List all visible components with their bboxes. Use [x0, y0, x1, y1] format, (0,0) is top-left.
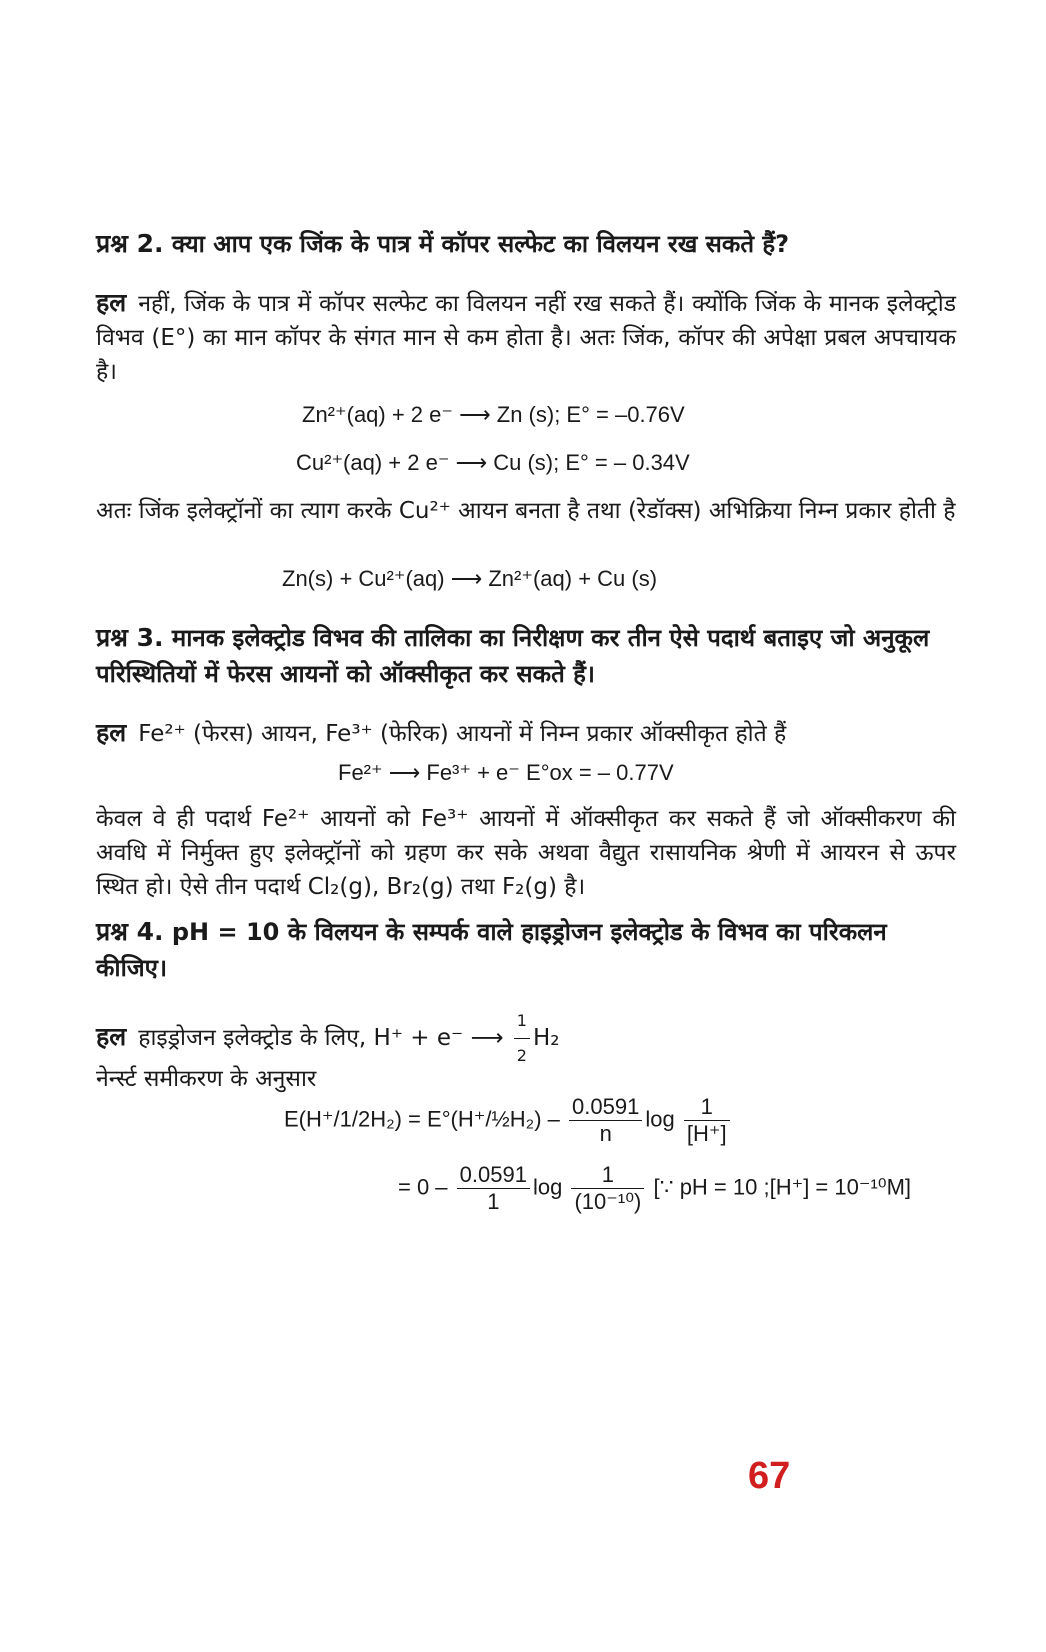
- solution-2-text-2: अतः जिंक इलेक्ट्रॉनों का त्याग करके Cu²⁺ आयन बनता है तथा (रेडॉक्स) अभिक्रिया निम्न प्रकार होती है: [96, 498, 956, 524]
- solution-2-label: हल: [96, 288, 127, 317]
- question-2-text: क्या आप एक जिंक के पात्र में कॉपर सल्फेट का विलयन रख सकते हैं?: [171, 230, 790, 258]
- nernst-intro: नेर्न्स्ट समीकरण के अनुसार: [96, 1066, 317, 1092]
- solution-3-label: हल: [96, 718, 127, 747]
- equation-copper: Cu²⁺(aq) + 2 e⁻ ⟶ Cu (s); E° = – 0.34V: [296, 450, 690, 475]
- nernst-fraction-2: $\frac{1}{[H^+]}$: [684, 1094, 730, 1147]
- question-3-text: मानक इलेक्ट्रोड विभव की तालिका का निरीक्षण कर तीन ऐसे पदार्थ बताइए जो अनुकूल परिस्थितियों में फेरस आयनों को ऑक्सीकृत कर सकते हैं।: [96, 624, 930, 688]
- question-3: [96, 620, 956, 692]
- solution-4-label: हल: [96, 1022, 127, 1051]
- nernst-log: log: [645, 1106, 675, 1132]
- solution-3: [96, 716, 956, 751]
- half-fraction: $\frac{1}{2}$: [514, 1004, 530, 1073]
- solution-4-answer: हाइड्रोजन इलेक्ट्रोड के लिए, H⁺ + e⁻ ⟶: [138, 1025, 504, 1051]
- question-2-number: प्रश्न 2.: [96, 229, 164, 258]
- question-3-number: प्रश्न 3.: [96, 623, 164, 652]
- substitution-log: log: [532, 1174, 563, 1200]
- nernst-substitution: [398, 1162, 911, 1215]
- solution-3-text-2: केवल वे ही पदार्थ Fe²⁺ आयनों को Fe³⁺ आयनों में ऑक्सीकृत कर सकते हैं जो ऑक्सीकरण की अवधि में निर्मुक्त हुए इलेक्ट्रॉनों को ग्रहण कर सके अथवा वैद्युत रासायनिक श्रेणी में आयरन से ऊपर स्थित हो। ऐसे तीन पदार्थ Cl₂(g), Br₂(g) तथा F₂(g) है।: [96, 806, 956, 900]
- substitution-start: = 0 –: [398, 1174, 448, 1200]
- solution-2-answer: नहीं, जिंक के पात्र में कॉपर सल्फेट का विलयन नहीं रख सकते हैं। क्योंकि जिंक के मानक इलेक्ट्रोड विभव (E°) का मान कॉपर के संगत मान से कम होता है। अतः जिंक, कॉपर की अपेक्षा प्रबल अपचायक है।: [96, 291, 956, 385]
- page-number: 67: [748, 1455, 791, 1497]
- substitution-fraction-2: $\frac{1}{\text{(10⁻¹⁰)}}$: [571, 1162, 644, 1215]
- equation-redox: Zn(s) + Cu²⁺(aq) ⟶ Zn²⁺(aq) + Cu (s): [282, 566, 658, 591]
- equation-zinc: Zn²⁺(aq) + 2 e⁻ ⟶ Zn (s); E° = –0.76V: [302, 402, 685, 427]
- substitution-note: [∵ pH = 10 ;[H⁺] = 10⁻¹⁰M]: [653, 1174, 912, 1200]
- question-2: [96, 226, 956, 262]
- question-4-number: प्रश्न 4.: [96, 917, 164, 946]
- nernst-minus: –: [547, 1106, 560, 1132]
- substitution-fraction-1: $\frac{0.0591}{1}$: [457, 1162, 530, 1215]
- h2-product: H₂: [532, 1025, 560, 1051]
- nernst-lhs: E(H⁺/1/2H₂) = E°(H⁺/½H₂): [284, 1106, 542, 1132]
- nernst-equation: [284, 1094, 733, 1147]
- question-4: [96, 914, 956, 986]
- equation-ferrous: Fe²⁺ ⟶ Fe³⁺ + e⁻ E°ox = – 0.77V: [338, 760, 674, 785]
- question-4-text: pH = 10 के विलयन के सम्पर्क वाले हाइड्रोजन इलेक्ट्रोड के विभव का परिकलन कीजिए।: [96, 918, 887, 982]
- solution-2: [96, 286, 956, 389]
- nernst-fraction-1: $\frac{0.0591}{n}$: [569, 1094, 642, 1147]
- solution-3-answer: Fe²⁺ (फेरस) आयन, Fe³⁺ (फेरिक) आयनों में निम्न प्रकार ऑक्सीकृत होते हैं: [138, 721, 787, 747]
